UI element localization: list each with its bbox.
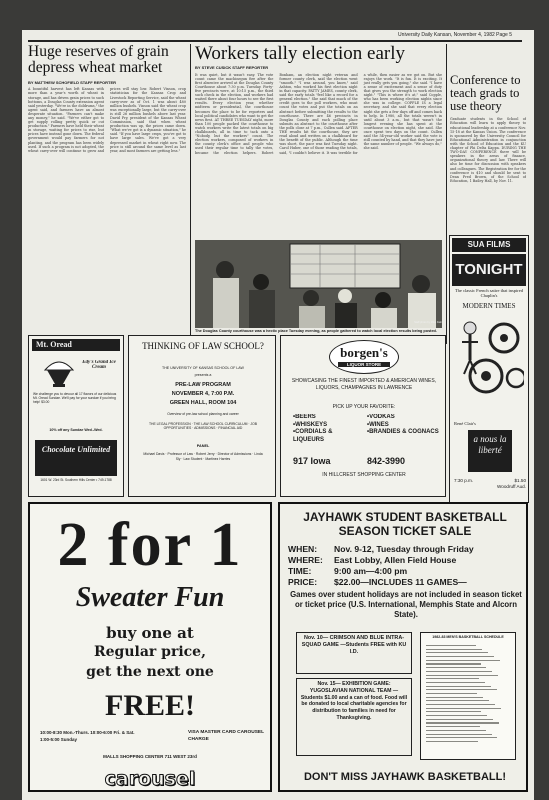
sua-time: 7:30 p.m. [454, 478, 474, 483]
price-label: PRICE: [288, 577, 318, 587]
law-event: PRE-LAW PROGRAM [175, 382, 231, 388]
sundae-icon [39, 354, 79, 390]
borgens-list-right [367, 414, 443, 452]
wines-item: •WINES [367, 421, 389, 428]
law-sub: THE UNIVERSITY OF KANSAS SCHOOL OF LAW [162, 366, 244, 370]
photo-caption: The Douglas County courthouse was a hectic place Tuesday evening, as people gathered to watch local election results being posted. [195, 329, 437, 333]
schedule-line [426, 667, 486, 668]
column-rule [190, 44, 191, 344]
borgens-ad [280, 335, 446, 497]
schedule-line [426, 741, 478, 742]
sua-venue: Woodruff Aud. [497, 484, 526, 489]
schedule-panel [420, 632, 516, 760]
schedule-line [426, 719, 493, 720]
gears-illustration [456, 316, 524, 396]
borgens-logo [329, 340, 399, 374]
vodkas-item: •VODKAS [367, 414, 395, 420]
oread-title: Mt. Oread [32, 339, 120, 351]
schedule-line [426, 711, 481, 712]
law-names: Michael Davis · Professor of Law · Robert Jerry · Director of Admissions · Linda Sly · Law Student · Martinez Harries [143, 452, 263, 461]
conference-body: Graduate students in the School of Education will learn to apply theory to educational leadership at a conference Nov. 15-18 at the Kansas Union. The conference is sponsored by the University Council for Educational Administration in conjunction with the School of Education and the KU chapter of Phi Delta Kappa. DURING THE TWO-DAY CONFERENCE there will be speakers in the areas of finance, organizational theory and law. There will also be time for discussion with speakers and colleagues. The Registration fee for the conference is $10 and should be sent to Dean Fred Brown, of the School of Education, 1 Bailey Hall, by Nov. 11. [450, 117, 526, 183]
time-value: 9:00 am—4:00 pm [334, 566, 408, 576]
oread-address: 1601 W. 23rd St. Southern Hills Center • 749-1788 [40, 478, 112, 482]
courthouse-photo [195, 240, 442, 328]
election-headline: Workers tally election early [195, 44, 406, 64]
sua-price: $1.50 [514, 478, 526, 483]
schedule-line [426, 715, 487, 716]
borgens-phone: 842-3990 [367, 456, 406, 466]
schedule-line [426, 689, 497, 690]
law-panel: PANEL [196, 444, 210, 448]
schedule-line [426, 734, 492, 735]
conference-story [450, 74, 526, 234]
schedule-line [426, 693, 477, 694]
price-row [288, 577, 524, 588]
when-value: Nov. 9-12, Tuesday through Friday [334, 544, 474, 554]
where-label: WHERE: [288, 555, 323, 565]
brandies-item: •BRANDIES & COGNACS [367, 429, 439, 435]
intrasquad-event: Nov. 10— CRIMSON AND BLUE INTRA-SQUAD GAME —Students FREE with KU I.D. [296, 632, 412, 674]
carousel-deal: 2 for 1 [57, 511, 243, 579]
election-story [195, 44, 442, 242]
sua-film: René Clair's [454, 421, 476, 426]
whiskeys-item: •WHISKEYS [293, 421, 328, 428]
schedule-line [426, 726, 480, 727]
when-row [288, 544, 524, 555]
carousel-line1: buy one at [106, 624, 194, 642]
wheat-body: A bountiful harvest has left Kansas with more than a year's worth of wheat in storage, and has driven grain prices to such bottoms, a Douglas County extension agent said yesterday. "We're in the doldrums," the agent said, and farmers have an almost desperate situation. "Farmers can't make any money," he said. "We've either got to get supply rolling pretty quick or cut production." Farmers have held their wheat in storage, waiting for prices to rise, but prices have instead gone down. The federal government would pay farmers for not planting, and the program has been widely used. If such a program is not adopted, the wheat carry-over will continue to grow and prices will stay low. Robert Vinson, crop statistician for the Kansas Crop and Livestock Reporting Service, said the wheat carry-over as of Oct. 1 was about 480 million bushels. Vinson said the wheat crop was exceptionally large, but the carry-over is still 26 million bushels above last year. David Fry, president of the Kansas Wheat Commission, said that when wheat production was up, the prices came down. "What we've got is a dynamic situation," he said. "If you have large crops, you've got to have large sales. We've got a very depressed market in wheat right now. The price is still around the same level as last year, and most farmers are getting less." [28, 87, 186, 153]
where-value: East Lobby, Allen Field House [334, 555, 457, 565]
exhibition-event: Nov. 15— EXHIBITION GAME: YUGOSLAVIAN NATIONAL TEAM —Students $1.00 and a can of food. Food will be donated to local charitable agencies for distribution to families in need for Thanksgiving. [296, 678, 412, 756]
chocolate-store: Chocolate Unlimited [35, 440, 117, 476]
schedule-line [426, 686, 491, 687]
sua-tagline: The classic French satire that inspired Chaplin's [454, 288, 524, 298]
carousel-line2: Regular price, [94, 644, 206, 660]
oread-text: We challenge you to devour all 17 flavors of our delicious Mt. Oread Sundae. We'll pay for your sundae if you bring help! $3.00 [33, 392, 117, 404]
header-rule [28, 40, 522, 42]
basketball-title: JAYHAWK STUDENT BASKETBALL SEASON TICKET SALE [303, 510, 507, 538]
law-topics: THE LEGAL PROFESSION · THE LAW SCHOOL CURRICULUM · JOB OPPORTUNITIES · ADMISSIONS · FINANCIAL AID [148, 422, 258, 431]
sua-logo: SUA FILMS [452, 238, 526, 252]
borgens-pick: PICK UP YOUR FAVORITE: [332, 404, 396, 410]
sua-showtime [454, 478, 526, 496]
oread-offer: 10% off any Sundae Wed.-Wed. [49, 428, 103, 432]
basketball-ad [278, 502, 528, 792]
mt-oread-ad [28, 335, 124, 497]
borgens-location: IN HILLCREST SHOPPING CENTER [322, 472, 406, 478]
sua-title: MODERN TIMES [462, 302, 516, 310]
time-row [288, 566, 524, 577]
borgens-sub: LIQUOR STORE [338, 362, 390, 367]
law-school-ad [128, 335, 276, 497]
law-where: GREEN HALL, ROOM 104 [169, 400, 237, 406]
borgens-address: 917 Iowa [293, 456, 331, 466]
newspaper-page [22, 30, 534, 800]
schedule-line [426, 675, 498, 676]
election-body: It was quiet, but it wasn't easy. The vote count came the machinegun fire after the first absentee arrived at the Douglas County Courthouse about 7:30 p.m. Tuesday. Forty-five precincts were, at 10:15 p.m., the third such check in the election, and workers had waited there about four hours to see the first results. Every election year, whether midterm or presidential, the courthouse becomes the place to be for reporters and local political candidates who want to get the news first. AT THREE TUESDAY night, more than 100 people packed the courthouse to watch workers write the latest totals on big chalkboards, all in time to tack onto a "Nobody, but the workers" count. The election workers, composed of workers in the county clerk's office and people who used their regular time to tally the votes, became the election helpers. Robert Bonham, an election night veteran and former county clerk, said the election went "smooth." "I was around, you know," said Ashton, who worked his first election night in that capacity. PATTY JAMES, county clerk, said the early totals "feel like a record for a general election." She said that much of the credit goes to the poll workers, who must count the votes and put the totals on an abstract before submitting the results to the courthouse. There are 46 precincts in Douglas County and each polling place submits an abstract to the courthouse after the polls close at 7 p.m., Cullen said. AFTER THE results hit the courthouse, they are read aloud and written on a chalkboard for the benefit of the public. Although the time was short, the pace was fast Tuesday night. Carol Huber, one of those reading the totals, said, "I couldn't believe it. It was terrible for a while, then easier as we got on. But she enjoys the work. "It is fun. It is exciting. It just really gets you going," she said. "I have a sense of excitement and a sense of duty that gives you the strength to work election night." "This is where it's at," said Copple, who has been working election nights since she was in college. COPPLE IS a legal secretary, and she said that every election night she gets a few days off and comes back to help. In 1980, all the totals weren't in until about 3 a.m., but that wasn't the longest evening she has spent at the courthouse on election night, she said. She once spent two days on the count. Cullen said the 54-year-old worker said the vote is still counted by hand, and that they have just the same number of people. "We always do," she said. [195, 72, 442, 155]
column-rule-2 [446, 44, 447, 344]
schedule-lines [421, 641, 515, 745]
borgens-name: borgen's [340, 345, 388, 360]
sua-film-title: a nous la liberté [468, 430, 512, 472]
borgens-showcase: SHOWCASING THE FINEST IMPORTED & AMERICAN WINES, LIQUORS, CHAMPAGNES IN LAWRENCE [291, 378, 437, 391]
law-title: THINKING OF LAW SCHOOL? [142, 341, 264, 351]
schedule-line [426, 660, 500, 661]
sua-tonight: TONIGHT [452, 254, 526, 286]
running-header: University Daily Kansan, November 4, 1982 Page 5 [398, 32, 512, 38]
schedule-line [426, 700, 489, 701]
law-presents: presents a [194, 373, 212, 377]
schedule-line [426, 682, 485, 683]
cordials-item: •CORDIALS & LIQUEURS [293, 429, 333, 443]
wheat-headline: Huge reserves of grain depress wheat market [28, 44, 169, 77]
election-byline: BY STEVE CUSICK STAFF REPORTER [195, 64, 269, 70]
carousel-brand: carousel [104, 768, 196, 790]
schedule-line [426, 678, 479, 679]
time-label: TIME: [288, 566, 312, 576]
carousel-cards: VISA MASTER CARD CAROUSEL CHARGE [188, 730, 264, 742]
wheat-byline: BY MATTHEW SCHOFIELD STAFF REPORTER [28, 79, 116, 85]
carousel-hours: 10:00-8:30 Mon.-Thurs. 10:00-6:00 Fri. & Sat. 1:00-5:00 Sunday [40, 730, 135, 742]
schedule-line [426, 722, 499, 723]
where-row [288, 555, 524, 566]
schedule-line [426, 704, 495, 705]
basketball-footer: DON'T MISS JAYHAWK BASKETBALL! [303, 771, 507, 783]
photo-credit: Staff photo by Mike Fain [414, 321, 442, 324]
carousel-item: Sweater Fun [75, 582, 225, 613]
schedule-title: 1982-83 MEN'S BASKETBALL SCHEDULE [432, 635, 504, 639]
schedule-line [426, 697, 483, 698]
borgens-list-left [293, 414, 365, 452]
law-note: Overview of pre-law school planning and career [167, 412, 239, 416]
sua-films-ad [449, 235, 529, 503]
conference-headline: Conference to teach grads to use theory [450, 74, 521, 114]
wheat-story [28, 44, 186, 334]
price-value: $22.00—INCLUDES 11 GAMES— [334, 577, 467, 587]
crowd-image [195, 240, 442, 328]
basketball-note: Games over student holidays are not included in season ticket or ticket price (U.S. International, Memphis State and Alcorn State). [290, 590, 522, 619]
schedule-line [426, 656, 494, 657]
carousel-line3: get the next one [86, 664, 214, 680]
schedule-line [426, 663, 481, 664]
schedule-line [426, 708, 501, 709]
carousel-ad [28, 502, 272, 792]
schedule-line [426, 737, 497, 738]
schedule-line [426, 645, 476, 646]
when-label: WHEN: [288, 544, 318, 554]
schedule-line [426, 649, 482, 650]
oread-shop: Edy's Grand Ice Cream [82, 360, 116, 370]
schedule-line [426, 652, 488, 653]
basketball-details [288, 544, 524, 588]
schedule-line [426, 671, 492, 672]
carousel-free: FREE! [105, 689, 195, 722]
carousel-location: MALLS SHOPPING CENTER 711 WEST 23rd [103, 754, 197, 759]
beers-item: •BEERS [293, 414, 316, 420]
schedule-line [426, 730, 486, 731]
law-when: NOVEMBER 4, 7:00 P.M. [171, 391, 235, 397]
